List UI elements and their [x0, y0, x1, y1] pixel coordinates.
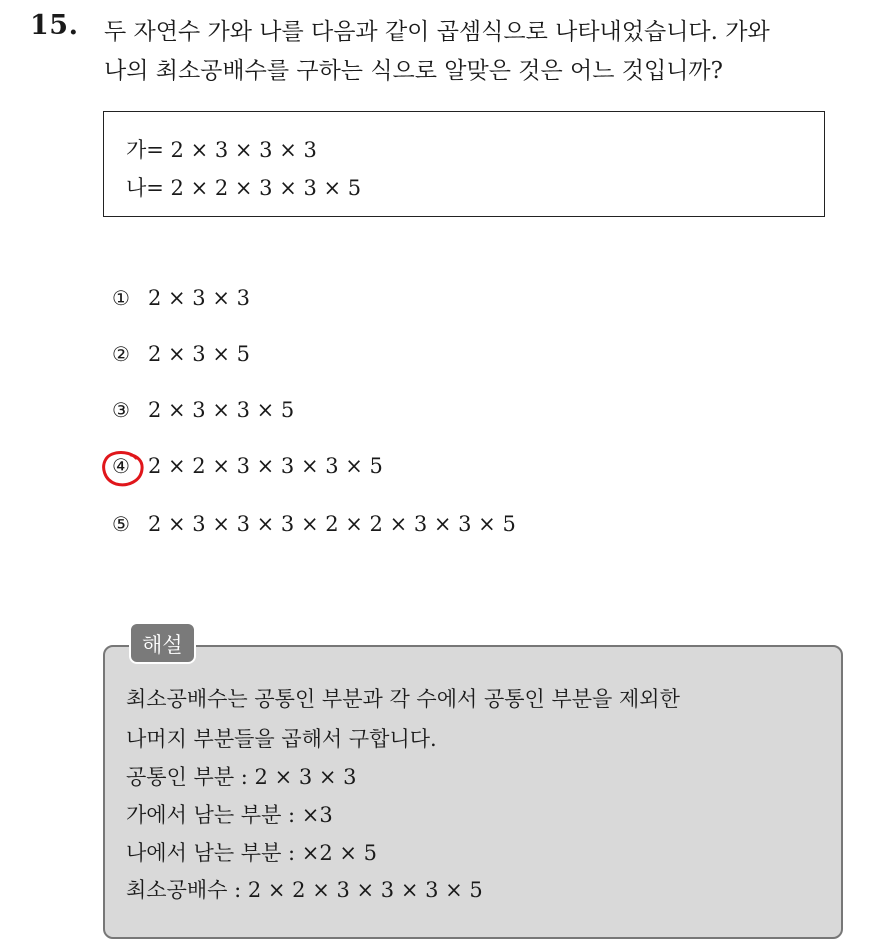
answer-circle-mark — [100, 449, 146, 487]
choice-number: ③ — [112, 398, 130, 422]
choice-text: 2 × 3 × 3 × 5 — [148, 398, 295, 422]
choice-5[interactable] — [112, 512, 516, 536]
given-line-ga: 가= 2 × 3 × 3 × 3 — [126, 138, 317, 162]
choice-text: 2 × 2 × 3 × 3 × 3 × 5 — [148, 454, 383, 478]
choice-number: ④ — [112, 454, 130, 478]
choice-1[interactable] — [112, 286, 250, 310]
choice-text: 2 × 3 × 5 — [148, 342, 250, 366]
question-text-line-1: 두 자연수 가와 나를 다음과 같이 곱셈식으로 나타내었습니다. 가와 — [104, 19, 770, 45]
given-line-na: 나= 2 × 2 × 3 × 3 × 5 — [126, 176, 362, 200]
choice-4[interactable] — [112, 454, 383, 478]
explanation-tag: 해설 — [129, 622, 196, 664]
choice-text: 2 × 3 × 3 × 3 × 2 × 2 × 3 × 3 × 5 — [148, 512, 516, 536]
explanation-line-4: 가에서 남는 부분 : ×3 — [126, 803, 333, 827]
question-number: 15. — [30, 10, 79, 41]
choice-number: ① — [112, 286, 130, 310]
explanation-line-1: 최소공배수는 공통인 부분과 각 수에서 공통인 부분을 제외한 — [126, 687, 680, 711]
choice-3[interactable] — [112, 398, 294, 422]
given-box — [103, 111, 825, 217]
question-text-line-2: 나의 최소공배수를 구하는 식으로 알맞은 것은 어느 것입니까? — [104, 58, 723, 84]
explanation-line-5: 나에서 남는 부분 : ×2 × 5 — [126, 841, 378, 865]
choice-number: ⑤ — [112, 512, 130, 536]
choice-2[interactable] — [112, 342, 250, 366]
choice-number: ② — [112, 342, 130, 366]
explanation-line-3: 공통인 부분 : 2 × 3 × 3 — [126, 765, 357, 789]
explanation-line-2: 나머지 부분들을 곱해서 구합니다. — [126, 727, 437, 751]
choice-text: 2 × 3 × 3 — [148, 286, 250, 310]
explanation-line-6: 최소공배수 : 2 × 2 × 3 × 3 × 3 × 5 — [126, 878, 483, 902]
